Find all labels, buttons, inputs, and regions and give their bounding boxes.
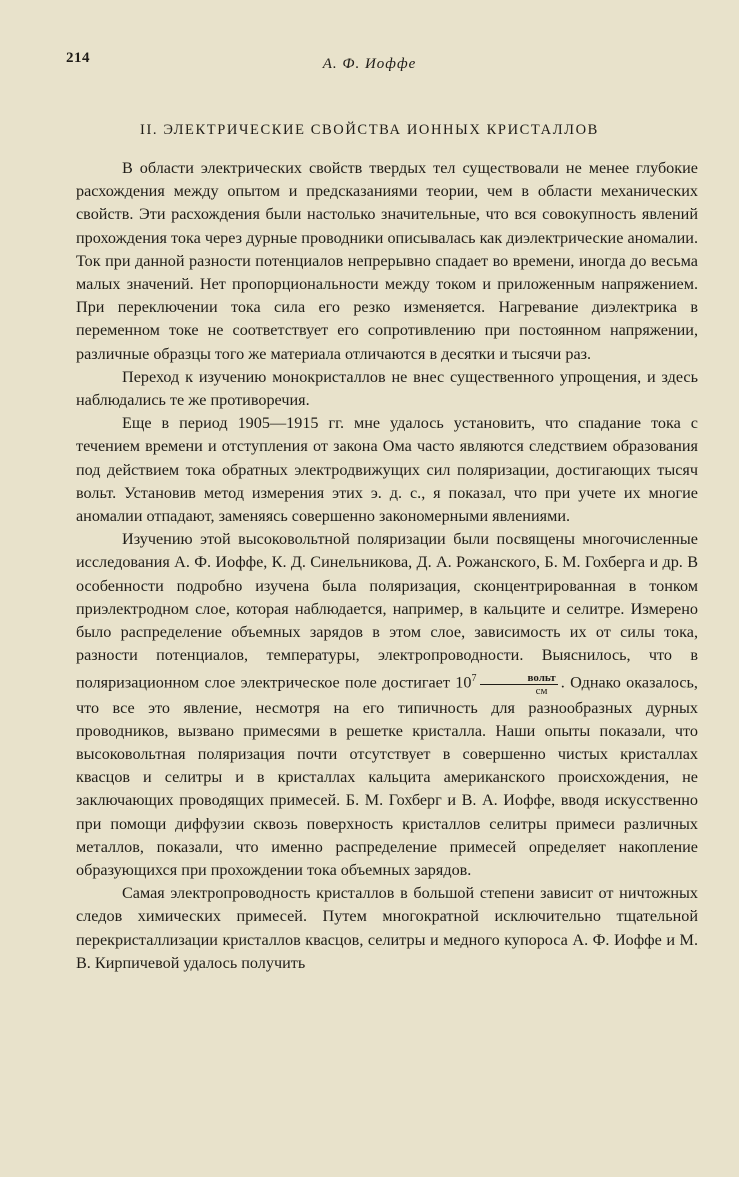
unit-fraction: [480, 672, 558, 697]
fraction-numerator: вольт: [480, 672, 558, 685]
fraction-denominator: см: [535, 684, 548, 697]
section-title: II. ЭЛЕКТРИЧЕСКИЕ СВОЙСТВА ИОННЫХ КРИСТАЛЛОВ: [140, 122, 599, 138]
paragraph-4-end: . Однако оказалось, что все это явление, несмотря на его типичность для разнообразных дурных проводников, вызвано примесями в решетке кристалла. Наши опыты показали, что высоковольтная поляризация почти отсутствует в совершенно чистых кристаллах квасцов и селитры и в кристаллах кальцита американского происхождения, не заключающих проводящих примесей. Б. М. Гохберг и В. А. Иоффе, вводя искусственно при помощи диффузии сквозь поверхность кристаллов селитры примеси различных металлов, показали, что именно распределение примесей определяет накопление образующихся при прохождении тока объемных зарядов.: [76, 673, 698, 880]
paragraph-4-start: Изучению этой высоковольтной поляризации были посвящены многочисленные исследования А. Ф. Иоффе, К. Д. Синельникова, Д. А. Рожанского, Б. М. Гохберга и др. В особенности подробно изучена была поляризация, сконцентрированная в тонком приэлектродном слое, которая наблюдается, например, в кальците и селитре. Измерено было распределение объемных зарядов в этом слое, зависимость их от силы тока, разности потенциалов, температуры, электропроводности. Выяснилось, что в поляризационном слое электрическое поле достигает 10: [76, 530, 698, 692]
exponent: 7: [471, 673, 477, 685]
paragraph-5: Самая электропроводность кристаллов в большой степени зависит от ничтожных следов химических примесей. Путем многократной исключительно тщательной перекристаллизации кристаллов квасцов, селитры и медного купороса А. Ф. Иоффе и М. В. Кирпичевой удалось получить: [76, 884, 698, 972]
page-number: 214: [66, 50, 90, 66]
paragraph-2: Переход к изучению монокристаллов не внес существенного упрощения, и здесь наблюдались те же противоречия.: [76, 367, 698, 410]
paragraph-3: Еще в период 1905—1915 гг. мне удалось установить, что спадание тока с течением времени и отступления от закона Ома часто являются следствием образования под действием тока обратных электродвижущих сил поляризации, достигающих тысяч вольт. Установив метод измерения этих э. д. с., я показал, что при учете их многие аномалии отпадают, заменяясь совершенно закономерными явлениями.: [76, 414, 698, 526]
body-text: [76, 157, 698, 975]
running-head: А. Ф. Иоффе: [322, 56, 417, 72]
paragraph-1: В области электрических свойств твердых тел существовали не менее глубокие расхождения между опытом и предсказаниями теории, чем в области механических свойств. Эти расхождения были настолько значительные, что вся совокупность явлений прохождения тока через дурные проводники описывалась как диэлектрические аномалии. Ток при данной разности потенциалов непрерывно спадает во времени, иногда до весьма малых значений. Нет пропорциональности между током и приложенным напряжением. При переключении тока сила его резко изменяется. Нагревание диэлектрика в переменном токе не соответствует его сопротивлению при постоянном напряжении, различные образцы того же материала отличаются в десятки и тысячи раз.: [76, 159, 698, 363]
paragraph-4: [76, 528, 698, 882]
